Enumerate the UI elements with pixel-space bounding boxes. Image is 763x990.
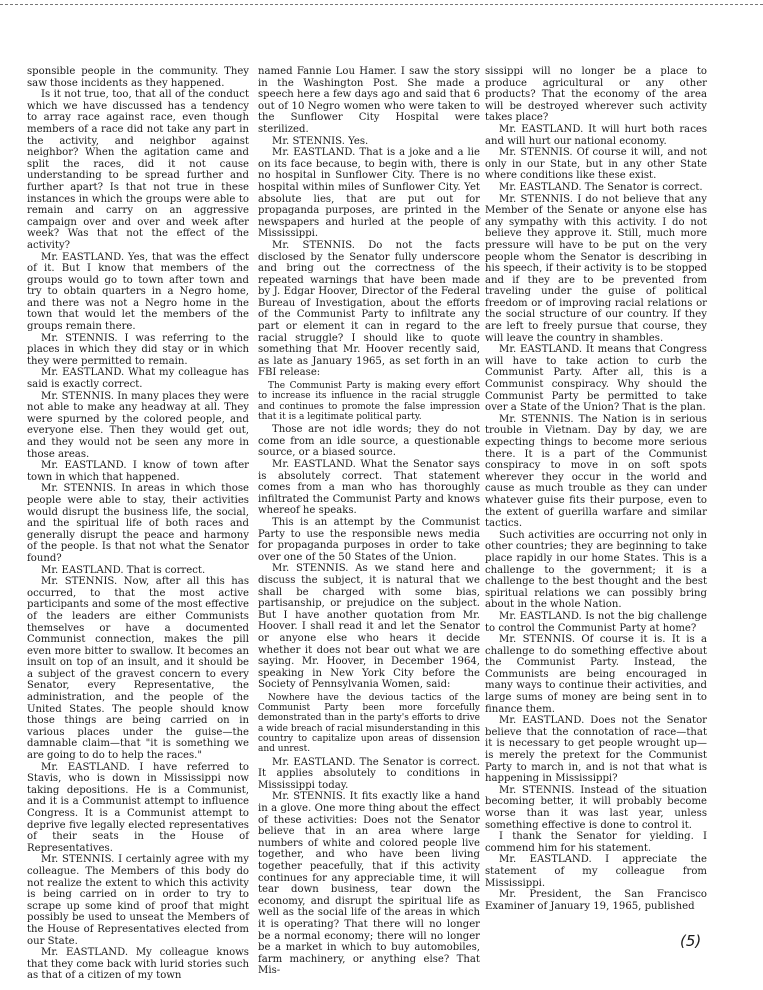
paragraph: Mr. EASTLAND. Is not the big challenge to control the Communist Party at home? xyxy=(485,610,707,634)
paragraph: Mr. STENNIS. I was referring to the places in which they did stay or in which they were permitted to remain. xyxy=(27,332,249,367)
paragraph: Mr. EASTLAND. I know of town after town in which that happened. xyxy=(27,460,249,483)
paragraph: Mr. EASTLAND. What my colleague has said is exactly correct. xyxy=(27,367,249,391)
paragraph: Mr. STENNIS. The Nation is in serious trouble in Vietnam. Day by day, we are expecting things to become more serious there. It is a part of the Communist conspiracy to move in on soft spots wherever they occur in the world and cause as much trouble as they can under whatever guise fits their purpose, even to the extent of guerilla warfare and similar tactics. xyxy=(485,413,707,530)
paragraph: Such activities are occurring not only in other countries; they are beginning to take place rapidly in our home States. This is a challenge to the government; it is a challenge to the best thought and the best spiritual relations we can possibly bring about in the whole Nation. xyxy=(485,529,707,611)
block-quote: Nowhere have the devious tactics of the Communist Party been more forcefully demonstrated than in the party's efforts to drive a wide breach of racial misunderstanding in this country to capitalize upon areas of dissension and unrest. xyxy=(258,692,480,755)
paragraph: Those are not idle words; they do not come from an idle source, a questionable source, or a biased source. xyxy=(258,424,480,459)
paragraph: Mr. EASTLAND. Does not the Senator believe that the connotation of race—that it is necessary to get people wrought up—is merely the pretext for the Communist Party to march in, and is not that what is happening in Mississippi? xyxy=(485,715,707,785)
paragraph: Mr. STENNIS. I certainly agree with my colleague. The Members of this body do not realize the extent to which this activity is being carried on in order to try to scrape up some kind of proof that might possibly be used to unseat the Members of the House of Representatives elected from our State. xyxy=(27,854,249,947)
top-border xyxy=(0,4,763,5)
paragraph: I thank the Senator for yielding. I commend him for his statement. xyxy=(485,831,707,854)
paragraph: Mr. STENNIS. Instead of the situation becoming better, it will probably become worse than it was last year, unless something effective is done to control it. xyxy=(485,784,707,831)
paragraph: Mr. EASTLAND. It will hurt both races and will hurt our national economy. xyxy=(485,123,707,147)
paragraph: sponsible people in the community. They saw those incidents as they happened. xyxy=(27,66,249,89)
page-number: (5) xyxy=(680,932,702,950)
text-column-2 xyxy=(258,66,480,977)
paragraph: Mr. EASTLAND. My colleague knows that they come back with lurid stories such as that of a citizen of my town xyxy=(27,947,249,982)
paragraph: Mr. STENNIS. As we stand here and discuss the subject, it is natural that we shall be charged with some bias, partisanship, or prejudice on the subject. But I have another quotation from Mr. Hoover. I shall read it and let the Senator or anyone else who hears it decide whether it does not bear out what we are saying. Mr. Hoover, in December 1964, speaking in New York City before the Society of Pennsylvania Women, said: xyxy=(258,563,480,691)
paragraph: Mr. EASTLAND. I have referred to Stavis, who is down in Mississippi now taking depositions. He is a Communist, and it is a Communist attempt to influence Congress. It is a Communist attempt to deprive five legally elected representatives of their seats in the House of Representatives. xyxy=(27,761,249,854)
paragraph: Mr. EASTLAND. The Senator is correct. It applies absolutely to conditions in Mississippi today. xyxy=(258,756,480,791)
paragraph: Mr. EASTLAND. It means that Congress will have to take action to curb the Communist Party. After all, this is a Communist conspiracy. Why should the Communist Party be permitted to take over a State of the Union? That is the plan. xyxy=(485,344,707,414)
paragraph: Mr. STENNIS. In areas in which those people were able to stay, their activities would disrupt the business life, the social, and the spiritual life of both races and generally disrupt the peace and harmony of the people. Is that not what the Senator found? xyxy=(27,483,249,564)
text-column-3 xyxy=(485,66,707,912)
text-column-1 xyxy=(27,66,249,982)
paragraph: Mr. STENNIS. Yes. xyxy=(272,135,369,147)
paragraph: Mr. EASTLAND. I appreciate the statement of my colleague from Mississippi. xyxy=(485,854,707,889)
paragraph: Is it not true, too, that all of the conduct which we have discussed has a tendency to array race against race, even though members of a race did not take any part in the activity, and neighbor against neighbor? When the agitation came and split the races, did it not cause understanding to be spread further and further apart? Is that not true in these instances in which the groups were able to remain and carry on an aggressive campaign over and over and week after week? Was that not the effect of the activity? xyxy=(27,89,249,251)
paragraph: Mr. EASTLAND. That is a joke and a lie on its face because, to begin with, there is no hospital in Sunflower City. There is no hospital within miles of Sunflower City. Yet absolute lies, that are put out for propaganda purposes, are printed in the newspapers and hurled at the people of Mississippi. xyxy=(258,147,480,240)
paragraph: Mr. STENNIS. It fits exactly like a hand in a glove. One more thing about the effect of these activities: Does not the Senator believe that in an area where large numbers of white and colored people live together, and who have been living together peacefully, that if this activity continues for any appreciable time, it will tear down business, tear down the economy, and disrupt the spiritual life as well as the social life of the areas in which it is operating? That there will no longer be a normal economy; there will no longer be a market in which to buy automobiles, farm machinery, or anything else? That Mis- xyxy=(258,791,480,977)
paragraph: Mr. STENNIS. Now, after all this has occurred, to that the most active participants and some of the most effective of the leaders are either Communists themselves or have a documented Communist connection, makes the pill even more bitter to swallow. It becomes an insult on top of an insult, and it should be a subject of the gravest concern to every Senator, every Representative, the administration, and the people of the United States. The people should know those things are being carried on in various places under the guise—the damnable claim—that "it is something we are going to do to help the races." xyxy=(27,576,249,762)
paragraph: Mr. STENNIS. Of course it is. It is a challenge to do something effective about the Communist Party. Instead, the Communists are being encouraged in many ways to continue their activities, and large sums of money are being sent in to finance them. xyxy=(485,634,707,715)
paragraph: Mr. STENNIS. Do not the facts disclosed by the Senator fully underscore and bring out the correctness of the repeated warnings that have been made by J. Edgar Hoover, Director of the Federal Bureau of Investigation, about the efforts of the Communist Party to infiltrate any part or element it can in regard to the racial struggle? I should like to quote something that Mr. Hoover recently said, as late as January 1965, as set forth in an FBI release: xyxy=(258,239,480,379)
paragraph: Mr. EASTLAND. That is correct. xyxy=(41,564,206,576)
block-quote: The Communist Party is making every effort to increase its influence in the racial struggle and continues to promote the false impression that it is a legitimate political party. xyxy=(258,381,480,422)
paragraph: named Fannie Lou Hamer. I saw the story in the Washington Post. She made a speech here a few days ago and said that 6 out of 10 Negro women who were taken to the Sunflower City Hospital were sterilized. xyxy=(258,66,480,135)
paragraph: sissippi will no longer be a place to produce agricultural or any other products? That the economy of the area will be destroyed wherever such activity takes place? xyxy=(485,66,707,124)
paragraph: Mr. STENNIS. I do not believe that any Member of the Senate or anyone else has any sympathy with this activity. I do not believe they approve it. Still, much more pressure will have to be put on the very people whom the Senator is describing in his speech, if their activity is to be stopped and if they are to be prevented from traveling under the guise of political freedom or of improving racial relations or the social structure of our country. If they are left to freely pursue that course, they will leave the country in shambles. xyxy=(485,193,707,344)
paragraph: Mr. STENNIS. Of course it will, and not only in our State, but in any other State where conditions like these exist. xyxy=(485,147,707,182)
paragraph: Mr. EASTLAND. What the Senator says is absolutely correct. That statement comes from a man who has thoroughly infiltrated the Communist Party and knows whereof he speaks. xyxy=(258,459,480,517)
paragraph: Mr. EASTLAND. The Senator is correct. xyxy=(499,181,703,193)
paragraph: Mr. President, the San Francisco Examiner of January 19, 1965, published xyxy=(485,889,707,912)
paragraph: Mr. EASTLAND. Yes, that was the effect of it. But I know that members of the groups would go to town after town and try to obtain quarters in a Negro home, and there was not a Negro home in the town that would let the members of the groups remain there. xyxy=(27,251,249,333)
paragraph: Mr. STENNIS. In many places they were not able to make any headway at all. They were spurned by the colored people, and everyone else. Then they would get out, and they would not be seen any more in those areas. xyxy=(27,390,249,460)
paragraph: This is an attempt by the Communist Party to use the responsible news media for propaganda purposes in order to take over one of the 50 States of the Union. xyxy=(258,516,480,563)
